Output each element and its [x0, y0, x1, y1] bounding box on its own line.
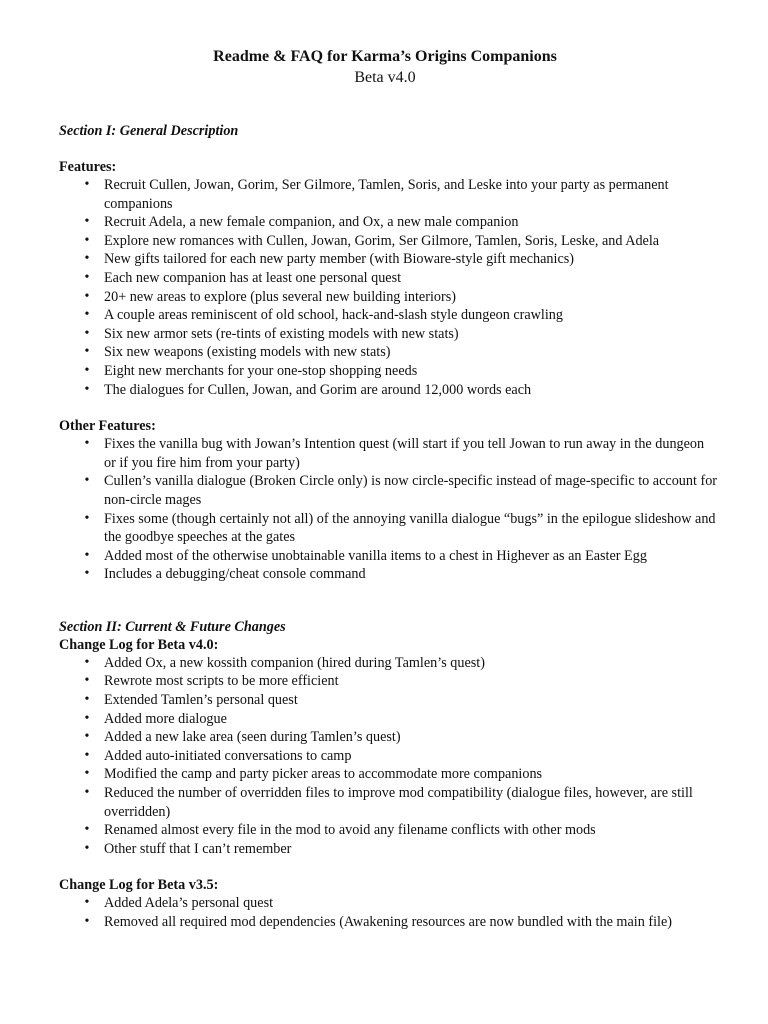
other-features-heading: Other Features:	[59, 418, 156, 435]
bullet-icon: •	[84, 344, 90, 360]
bullet-icon: •	[84, 177, 90, 192]
list-item-text: Added most of the otherwise unobtainable vanilla items to a chest in Highever as an Easter Egg	[104, 547, 647, 564]
list-item-text: The dialogues for Cullen, Jowan, and Gorim are around 12,000 words each	[104, 381, 532, 398]
bullet-icon: •	[84, 822, 90, 838]
bullet-icon: •	[84, 269, 90, 285]
bullet-icon: •	[84, 547, 90, 563]
changelog-v35-list	[59, 894, 719, 931]
document-subtitle: Beta v4.0	[354, 69, 416, 86]
list-item-text: Added auto-initiated conversations to camp	[104, 747, 352, 764]
list-item-text: A couple areas reminiscent of old school, hack-and-slash style dungeon crawling	[104, 307, 563, 324]
bullet-icon: •	[84, 729, 90, 745]
bullet-icon: •	[84, 766, 90, 782]
bullet-icon: •	[84, 473, 90, 489]
list-item-text: New gifts tailored for each new party member (with Bioware-style gift mechanics)	[104, 251, 574, 268]
list-item	[59, 710, 719, 729]
list-item	[59, 250, 719, 269]
list-item	[59, 654, 719, 673]
list-item-text: Renamed almost every file in the mod to avoid any filename conflicts with other mods	[104, 822, 596, 839]
list-item-text: Removed all required mod dependencies (Awakening resources are now bundled with the main file)	[104, 914, 672, 930]
changelog-v40-heading: Change Log for Beta v4.0:	[59, 636, 219, 653]
list-item	[59, 840, 719, 859]
list-item-text: Reduced the number of overridden files to improve mod compatibility (dialogue files, however, are still overridden)	[104, 785, 693, 820]
list-item-text: Rewrote most scripts to be more efficient	[104, 673, 339, 690]
list-item-text: Other stuff that I can’t remember	[104, 840, 292, 857]
bullet-icon: •	[84, 251, 90, 267]
list-item	[59, 232, 719, 251]
features-list	[59, 176, 719, 399]
list-item	[59, 381, 719, 400]
bullet-icon: •	[84, 288, 90, 304]
list-item	[59, 176, 719, 213]
bullet-icon: •	[84, 785, 90, 801]
list-item-text: Recruit Cullen, Jowan, Gorim, Ser Gilmore, Tamlen, Soris, and Leske into your party as permanent companions	[104, 177, 669, 212]
list-item-text: Explore new romances with Cullen, Jowan, Gorim, Ser Gilmore, Tamlen, Soris, Leske, and Adela	[104, 232, 660, 249]
list-item-text: Fixes the vanilla bug with Jowan’s Intention quest (will start if you tell Jowan to run away in the dungeon or if you fire him from your party)	[104, 436, 705, 471]
bullet-icon: •	[84, 710, 90, 726]
list-item	[59, 765, 719, 784]
bullet-icon: •	[84, 307, 90, 323]
list-item-text: Added a new lake area (seen during Tamlen’s quest)	[104, 729, 401, 746]
list-item-text: Eight new merchants for your one-stop shopping needs	[104, 362, 418, 379]
bullet-icon: •	[84, 654, 90, 670]
list-item-text: Added Adela’s personal quest	[104, 895, 274, 912]
list-item	[59, 784, 719, 821]
list-item-text: Added more dialogue	[104, 710, 227, 727]
other-features-list	[59, 435, 719, 584]
list-item	[59, 547, 719, 566]
section-2-title: Section II: Current & Future Changes	[59, 618, 286, 635]
bullet-icon: •	[84, 673, 90, 689]
list-item-text: Each new companion has at least one personal quest	[104, 269, 402, 286]
list-item	[59, 747, 719, 766]
features-heading: Features:	[59, 159, 117, 175]
list-item	[59, 565, 719, 584]
list-item	[59, 691, 719, 710]
list-item	[59, 894, 719, 913]
list-item-text: Fixes some (though certainly not all) of the annoying vanilla dialogue “bugs” in the epilogue slideshow and the goodbye speeches at the gates	[104, 510, 716, 546]
list-item	[59, 213, 719, 232]
list-item-text: Recruit Adela, a new female companion, and Ox, a new male companion	[104, 214, 519, 231]
list-item-text: Cullen’s vanilla dialogue (Broken Circle only) is now circle-specific instead of mage-specific to account for non-circle mages	[104, 473, 718, 508]
bullet-icon: •	[84, 214, 90, 230]
title-block	[59, 46, 711, 88]
bullet-icon: •	[84, 325, 90, 341]
list-item-text: Six new weapons (existing models with new stats)	[104, 344, 391, 361]
bullet-icon: •	[84, 747, 90, 763]
list-item	[59, 343, 719, 362]
list-item	[59, 288, 719, 307]
list-item	[59, 672, 719, 691]
changelog-v40-list	[59, 654, 719, 859]
list-item	[59, 728, 719, 747]
list-item-text: Includes a debugging/cheat console command	[104, 566, 366, 583]
list-item	[59, 472, 719, 509]
list-item	[59, 325, 719, 344]
bullet-icon: •	[84, 566, 90, 582]
list-item	[59, 510, 719, 547]
list-item-text: Six new armor sets (re-tints of existing models with new stats)	[104, 325, 459, 342]
list-item-text: Added Ox, a new kossith companion (hired during Tamlen’s quest)	[104, 654, 485, 671]
list-item	[59, 913, 719, 932]
list-item	[59, 306, 719, 325]
list-item	[59, 821, 719, 840]
document-title: Readme & FAQ for Karma’s Origins Companions	[213, 48, 557, 65]
list-item	[59, 362, 719, 381]
bullet-icon: •	[84, 436, 90, 452]
list-item	[59, 269, 719, 288]
list-item	[59, 435, 719, 472]
list-item-text: 20+ new areas to explore (plus several new building interiors)	[104, 288, 456, 305]
section-1-title: Section I: General Description	[59, 123, 239, 139]
bullet-icon: •	[84, 840, 90, 856]
list-item-text: Extended Tamlen’s personal quest	[104, 692, 298, 709]
bullet-icon: •	[84, 362, 90, 378]
bullet-icon: •	[84, 692, 90, 708]
bullet-icon: •	[84, 510, 90, 526]
bullet-icon: •	[84, 895, 90, 911]
changelog-v35-heading: Change Log for Beta v3.5:	[59, 877, 219, 894]
document-page	[59, 46, 719, 932]
bullet-icon: •	[84, 232, 90, 248]
bullet-icon: •	[84, 914, 90, 929]
list-item-text: Modified the camp and party picker areas to accommodate more companions	[104, 766, 543, 783]
bullet-icon: •	[84, 381, 90, 397]
